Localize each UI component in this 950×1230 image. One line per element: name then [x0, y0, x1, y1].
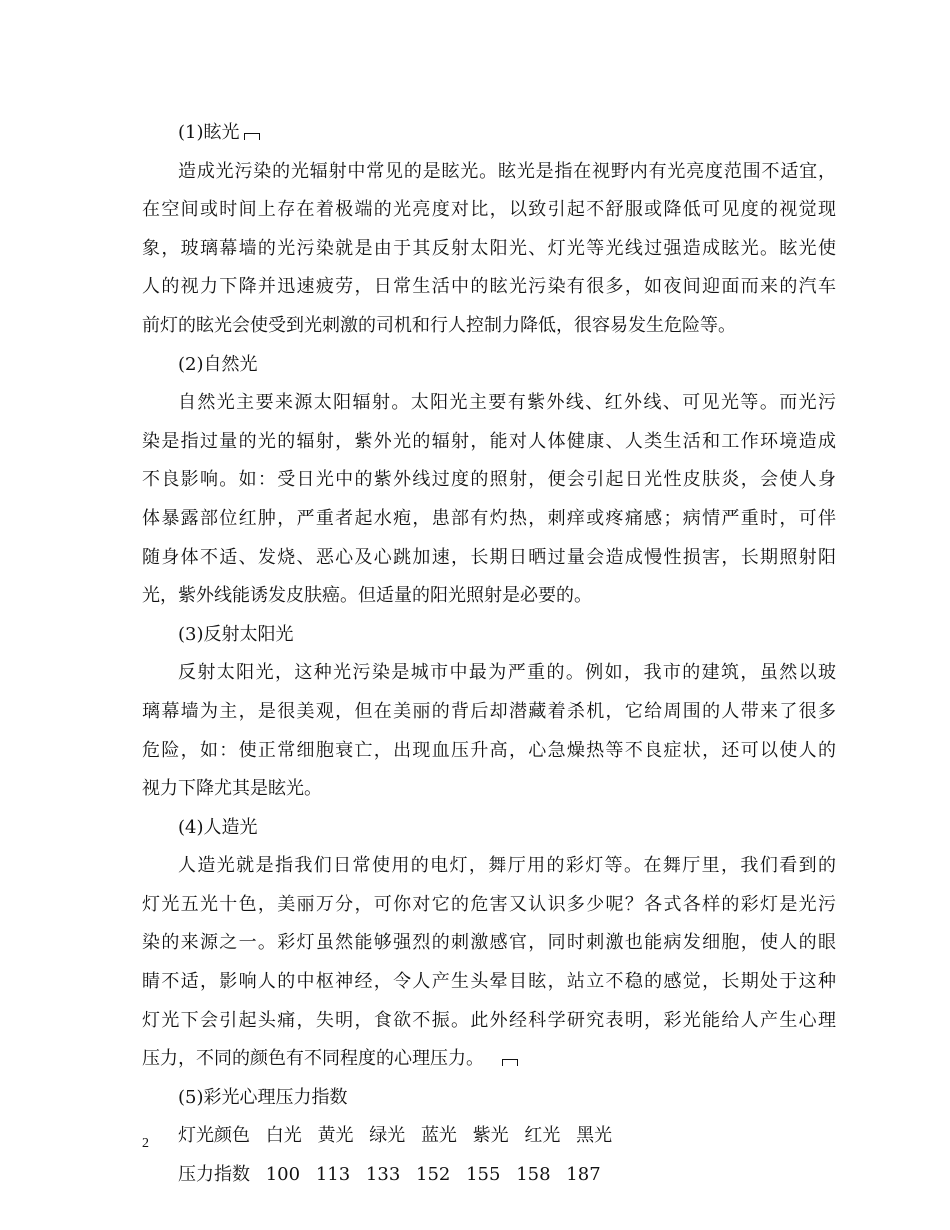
index-row-label: 压力指数 [178, 1164, 250, 1186]
paragraph-line: 自然光主要来源太阳辐射。太阳光主要有紫外线、红外线、可见光等。而光污 [178, 392, 836, 414]
paragraph-line: 睛不适，影响人的中枢神经，令人产生头晕目眩，站立不稳的感觉，长期处于这种 [142, 971, 836, 993]
paragraph-line: 造成光污染的光辐射中常见的是眩光。眩光是指在视野内有光亮度范围不适宜， [178, 160, 836, 182]
color-cell: 紫光 [472, 1125, 509, 1147]
paragraph-line: 璃幕墙为主，是很美观，但在美丽的背后却潜藏着杀机，它给周围的人带来了很多 [142, 700, 836, 722]
color-cell: 红光 [524, 1125, 561, 1147]
index-cell: 100 [265, 1164, 301, 1186]
index-cell: 158 [516, 1164, 551, 1186]
index-cell: 155 [466, 1164, 501, 1186]
paragraph-line: 灯光五光十色，美丽万分，可你对它的危害又认识多少呢？各式各样的彩灯是光污 [142, 893, 836, 915]
color-cell: 白光 [265, 1125, 302, 1147]
paragraph-line: 压力，不同的颜色有不同程度的心理压力。 [142, 1040, 836, 1079]
paragraph-line: 在空间或时间上存在着极端的光亮度对比，以致引起不舒服或降低可见度的视觉现 [142, 199, 836, 221]
color-cell: 黑光 [576, 1125, 613, 1147]
paragraph-line: 反射太阳光，这种光污染是城市中最为严重的。例如，我市的建筑，虽然以玻 [178, 662, 836, 684]
section-heading-glare: (1)眩光 [142, 114, 836, 153]
paragraph-line: 人的视力下降并迅速疲劳，日常生活中的眩光污染有很多，如夜间迎面而来的汽车 [142, 276, 836, 298]
section-heading-natural-light: (2)自然光 [178, 353, 258, 375]
paragraph-line: 灯光下会引起头痛，失明，食欲不振。此外经科学研究表明，彩光能给人产生心理 [142, 1009, 836, 1031]
index-cell: 152 [416, 1164, 451, 1186]
paragraph-line: 光，紫外线能诱发皮肤癌。但适量的阳光照射是必要的。 [142, 585, 592, 607]
paragraph-line: 危险，如：使正常细胞衰亡，出现血压升高，心急燥热等不良症状，还可以使人的 [142, 739, 836, 761]
paragraph-line: 前灯的眩光会使受到光刺激的司机和行人控制力降低，很容易发生危险等。 [142, 314, 736, 336]
paragraph-line: 象，玻璃幕墙的光污染就是由于其反射太阳光、灯光等光线过强造成眩光。眩光使 [142, 237, 836, 259]
section-heading-color-stress-index: (5)彩光心理压力指数 [178, 1086, 348, 1108]
document-body [142, 114, 836, 1195]
edit-mark-icon [244, 133, 260, 140]
index-cell: 187 [566, 1164, 601, 1186]
paragraph-line: 体暴露部位红肿，严重者起水疱，患部有灼热，刺痒或疼痛感；病情严重时，可伴 [142, 507, 836, 529]
paragraph-line: 不良影响。如：受日光中的紫外线过度的照射，便会引起日光性皮肤炎，会使人身 [142, 469, 836, 491]
section-heading-artificial-light: (4)人造光 [178, 816, 258, 838]
index-row [142, 1156, 836, 1195]
color-cell: 绿光 [369, 1125, 406, 1147]
color-row [142, 1117, 836, 1156]
paragraph-line: 随身体不适、发烧、恶心及心跳加速，长期日晒过量会造成慢性损害，长期照射阳 [142, 546, 836, 568]
index-cell: 113 [315, 1164, 351, 1186]
color-cell: 蓝光 [420, 1125, 457, 1147]
paragraph-line: 染是指过量的光的辐射，紫外光的辐射，能对人体健康、人类生活和工作环境造成 [142, 430, 836, 452]
paragraph-line: 人造光就是指我们日常使用的电灯，舞厅用的彩灯等。在舞厅里，我们看到的 [178, 855, 836, 877]
color-cell: 黄光 [317, 1125, 354, 1147]
paragraph-line: 视力下降尤其是眩光。 [142, 778, 322, 800]
color-row-label: 灯光颜色 [178, 1125, 250, 1147]
page-number: 2 [142, 1136, 149, 1151]
edit-mark-icon [502, 1059, 518, 1066]
index-cell: 133 [365, 1164, 401, 1186]
paragraph-line: 染的来源之一。彩灯虽然能够强烈的刺激感官，同时刺激也能病发细胞，使人的眼 [142, 932, 836, 954]
section-heading-reflected-sunlight: (3)反射太阳光 [178, 623, 294, 645]
